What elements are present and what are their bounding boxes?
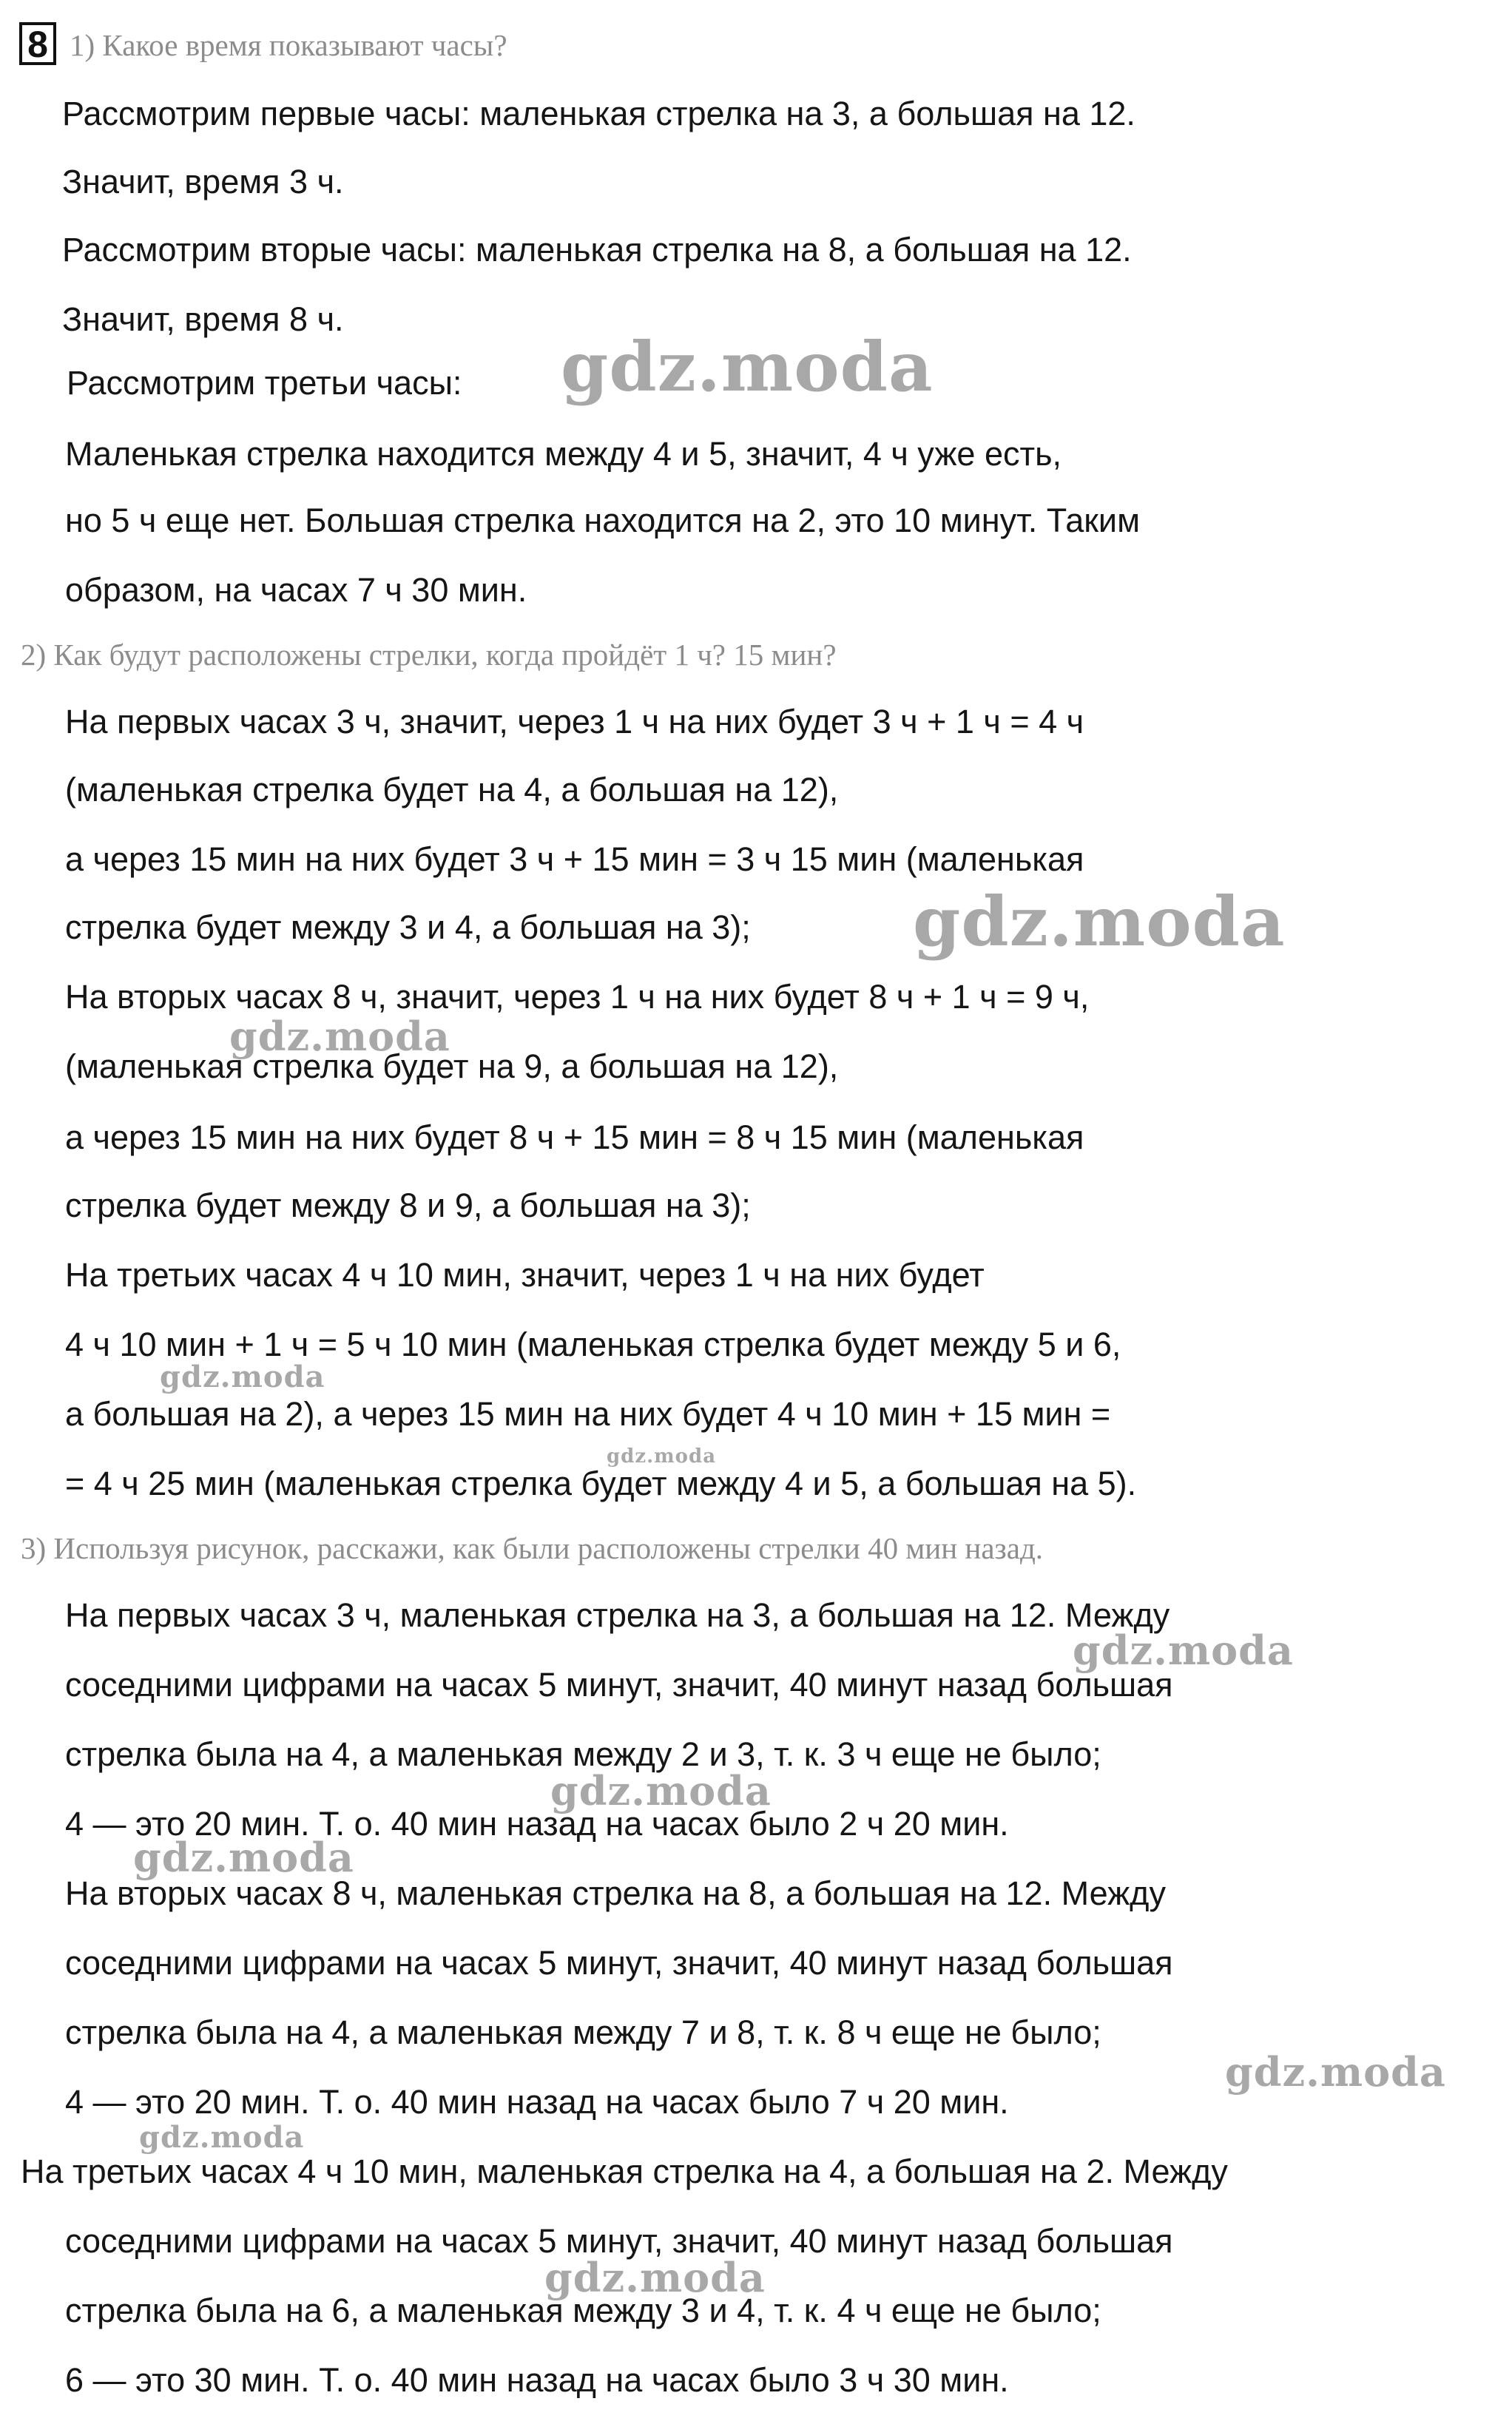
answer3-line-9: На третьих часах 4 ч 10 мин, маленькая стрелка на 4, а большая на 2. Между	[21, 2153, 1228, 2190]
answer3-line-12: 6 — это 30 мин. Т. о. 40 мин назад на часах было 3 ч 30 мин.	[65, 2361, 1009, 2399]
watermark: gdz.moda	[913, 882, 1286, 962]
answer3-line-5: На вторых часах 8 ч, маленькая стрелка на 8, а большая на 12. Между	[65, 1874, 1166, 1912]
answer2-line-9: На третьих часах 4 ч 10 мин, значит, через 1 ч на них будет	[65, 1256, 985, 1294]
answer3-line-2: соседними цифрами на часах 5 минут, значит, 40 минут назад большая	[65, 1666, 1173, 1704]
answer1-line-2: Значит, время 3 ч.	[62, 163, 344, 200]
answer3-line-3: стрелка была на 4, а маленькая между 2 и 3, т. к. 3 ч еще не было;	[65, 1735, 1101, 1773]
answer3-line-1: На первых часах 3 ч, маленькая стрелка на 3, а большая на 12. Между	[65, 1596, 1170, 1634]
answer3-line-6: соседними цифрами на часах 5 минут, значит, 40 минут назад большая	[65, 1944, 1173, 1982]
answer1-line-5: Рассмотрим третьи часы:	[67, 364, 462, 402]
watermark: gdz.moda	[160, 1360, 325, 1394]
watermark: gdz.moda	[561, 327, 934, 407]
answer3-line-7: стрелка была на 4, а маленькая между 7 и 8, т. к. 8 ч еще не было;	[65, 2013, 1101, 2051]
answer3-line-4: 4 — это 20 мин. Т. о. 40 мин назад на часах было 2 ч 20 мин.	[65, 1805, 1009, 1843]
answer2-line-3: а через 15 мин на них будет 3 ч + 15 мин = 3 ч 15 мин (маленькая	[65, 840, 1084, 878]
question-3: 3) Используя рисунок, расскажи, как были расположены стрелки 40 мин назад.	[21, 1531, 1044, 1565]
watermark: gdz.moda	[229, 1013, 450, 1060]
answer2-line-8: стрелка будет между 8 и 9, а большая на 3);	[65, 1186, 751, 1224]
answer1-line-3: Рассмотрим вторые часы: маленькая стрелка на 8, а большая на 12.	[62, 231, 1132, 269]
answer2-line-12: = 4 ч 25 мин (маленькая стрелка будет между 4 и 5, а большая на 5).	[65, 1465, 1137, 1502]
watermark: gdz.moda	[607, 1445, 717, 1468]
answer2-line-6: (маленькая стрелка будет на 9, а большая на 12),	[65, 1047, 839, 1085]
answer3-line-8: 4 — это 20 мин. Т. о. 40 мин назад на часах было 7 ч 20 мин.	[65, 2083, 1009, 2121]
answer1-line-8: образом, на часах 7 ч 30 мин.	[65, 571, 527, 609]
answer2-line-4: стрелка будет между 3 и 4, а большая на 3);	[65, 908, 751, 946]
answer1-line-7: но 5 ч еще нет. Большая стрелка находится на 2, это 10 минут. Таким	[65, 502, 1141, 539]
watermark: gdz.moda	[1073, 1627, 1294, 1674]
watermark: gdz.moda	[133, 1834, 354, 1881]
answer2-line-5: На вторых часах 8 ч, значит, через 1 ч на них будет 8 ч + 1 ч = 9 ч,	[65, 978, 1090, 1016]
answer2-line-1: На первых часах 3 ч, значит, через 1 ч на них будет 3 ч + 1 ч = 4 ч	[65, 703, 1084, 740]
answer2-line-7: а через 15 мин на них будет 8 ч + 15 мин = 8 ч 15 мин (маленькая	[65, 1118, 1084, 1156]
watermark: gdz.moda	[139, 2120, 305, 2155]
answer1-line-6: Маленькая стрелка находится между 4 и 5, значит, 4 ч уже есть,	[65, 435, 1062, 473]
question-2: 2) Как будут расположены стрелки, когда пройдёт 1 ч? 15 мин?	[21, 638, 837, 672]
task-number-badge: 8	[19, 22, 56, 65]
answer3-line-10: соседними цифрами на часах 5 минут, значит, 40 минут назад большая	[65, 2222, 1173, 2260]
watermark: gdz.moda	[1225, 2048, 1446, 2096]
answer1-line-4: Значит, время 8 ч.	[62, 300, 344, 338]
watermark: gdz.moda	[544, 2254, 766, 2301]
answer3-line-11: стрелка была на 6, а маленькая между 3 и 4, т. к. 4 ч еще не было;	[65, 2292, 1101, 2329]
answer1-line-1: Рассмотрим первые часы: маленькая стрелка на 3, а большая на 12.	[62, 95, 1135, 132]
answer2-line-10: 4 ч 10 мин + 1 ч = 5 ч 10 мин (маленькая стрелка будет между 5 и 6,	[65, 1326, 1121, 1363]
answer2-line-2: (маленькая стрелка будет на 4, а большая на 12),	[65, 771, 839, 808]
question-1: 1) Какое время показывают часы?	[70, 28, 507, 62]
watermark: gdz.moda	[550, 1767, 772, 1814]
answer2-line-11: а большая на 2), а через 15 мин на них будет 4 ч 10 мин + 15 мин =	[65, 1395, 1111, 1433]
